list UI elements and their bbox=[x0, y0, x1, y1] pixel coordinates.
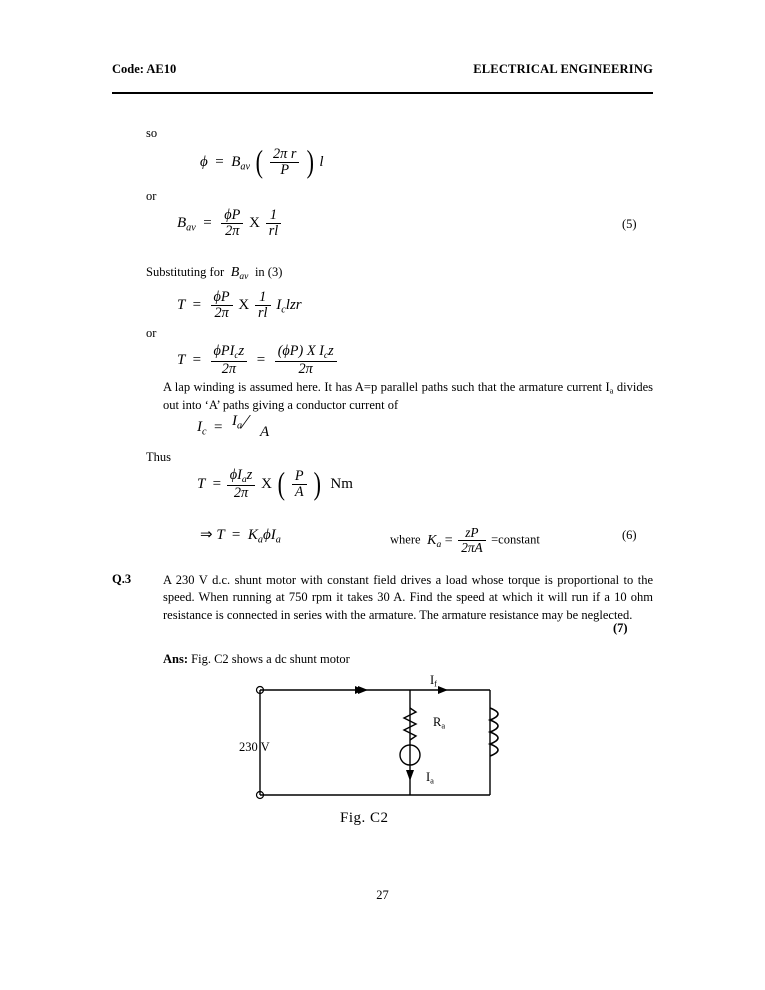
question-marks: (7) bbox=[613, 621, 628, 635]
label-armature-current: $I_a$ bbox=[426, 770, 434, 786]
label-or-1: or bbox=[146, 189, 157, 203]
substituting-tail: in (3) bbox=[254, 265, 283, 279]
equation-torque-2: T = $\frac{\phi PI_cz}{2\pi}$ = $\frac{(\phi P) X I_cz}{2\pi}$ bbox=[177, 344, 339, 377]
header-code: Code: AE10 bbox=[112, 62, 177, 76]
header-title: ELECTRICAL ENGINEERING bbox=[473, 62, 653, 76]
question-text: A 230 V d.c. shunt motor with constant field drives a load whose torque is proportional to the speed. When running at 750 rpm it takes 30 A. Find the speed at which it will run if a 10 ohm resistance is connected in series with the armature. The armature resistance may be neglected. bbox=[163, 573, 653, 622]
page-header bbox=[112, 62, 653, 77]
header-divider bbox=[112, 92, 653, 94]
lap-winding-text-1: A lap winding is assumed here. It has A=p parallel paths such that the armature current I bbox=[163, 380, 610, 394]
equation-torque-3: T = $\frac{\phi I_az}{2\pi}$ X ( $\frac{P}{A}$ ) Nm bbox=[197, 466, 353, 502]
equation-torque-1: T = $\frac{\phi P}{2\pi}$ X $\frac{1}{rl}$ $I_clzr$ bbox=[177, 289, 302, 321]
lap-winding-text-2: divides out into ‘A’ paths giving a conductor current of bbox=[163, 380, 654, 413]
substituting-text: Substituting for bbox=[146, 265, 225, 279]
page-number: 27 bbox=[376, 888, 389, 902]
equation-constant-def: where $K_a$ = $\frac{zP}{2\pi A}$ =constant bbox=[390, 525, 540, 555]
circuit-diagram bbox=[230, 670, 530, 815]
question-number: Q.3 bbox=[112, 572, 132, 586]
substituting-symbol: B bbox=[230, 265, 240, 280]
equation-flux-per-pole: $\phi = B_{av}$ ( $\frac{\text{2π r}}{P}$ ) l bbox=[200, 144, 324, 179]
label-field-current: $I_f$ bbox=[430, 673, 438, 689]
label-thus: Thus bbox=[146, 450, 171, 464]
equation-bav: $B_{av}$ = $\frac{\phi P}{2\pi}$ X $\frac{1}{rl}$ bbox=[177, 208, 283, 239]
where-text: where bbox=[390, 532, 421, 547]
equation-number-5: (5) bbox=[622, 217, 637, 231]
constant-text: =constant bbox=[491, 532, 540, 547]
circuit-svg bbox=[230, 670, 530, 815]
lap-winding-paragraph bbox=[163, 379, 653, 415]
figure-caption: Fig. C2 bbox=[340, 810, 389, 826]
label-armature-resistance: $R_a$ bbox=[433, 715, 446, 731]
equation-number-6: (6) bbox=[622, 528, 637, 542]
label-supply-voltage: 230 V bbox=[239, 740, 270, 754]
lap-winding-subscript: a bbox=[609, 385, 614, 396]
answer-line bbox=[163, 652, 350, 667]
answer-label: Ans: bbox=[163, 652, 189, 666]
substituting-line bbox=[146, 264, 282, 284]
equation-conductor-current: $I_c$ = $I_a$ ⁄ A bbox=[197, 411, 270, 440]
substituting-subscript: av bbox=[239, 272, 249, 283]
equation-torque-final: ⇒ $T = K_a\phi I_a$ bbox=[200, 527, 281, 546]
label-so: so bbox=[146, 126, 158, 140]
label-or-2: or bbox=[146, 326, 157, 340]
answer-text: Fig. C2 shows a dc shunt motor bbox=[191, 652, 350, 666]
